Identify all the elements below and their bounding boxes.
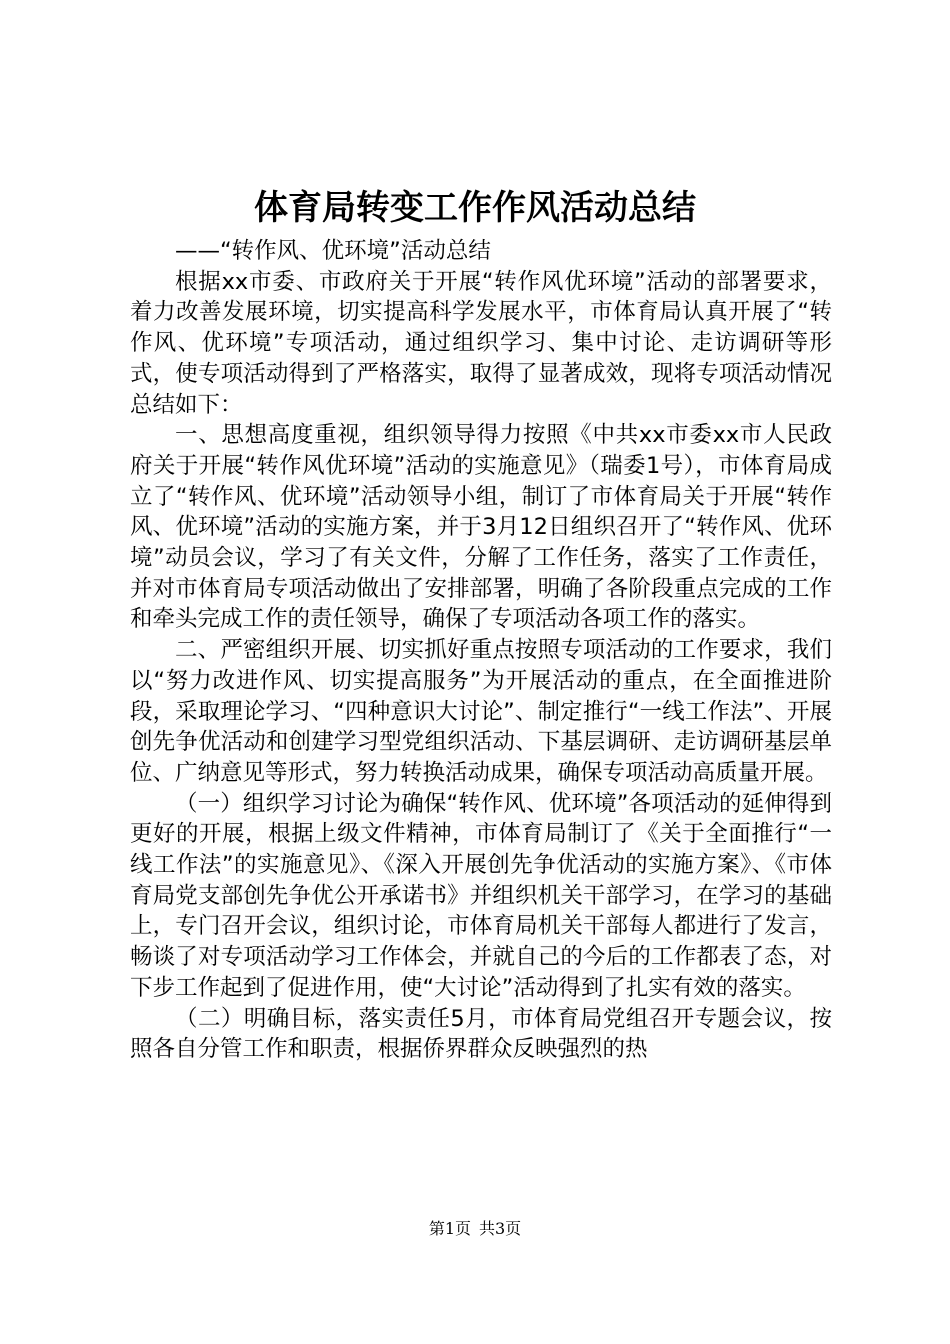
paragraph-intro: 根据xx市委、市政府关于开展“转作风优环境”活动的部署要求，着力改善发展环境，切实提高科学发展水平，市体育局认真开展了“转作风、优环境”专项活动，通过组织学习、集中讨论、走访调研等形式，使专项活动得到了严格落实，取得了显著成效，现将专项活动情况总结如下： (130, 268, 832, 418)
paragraph-subsection-2: （二）明确目标，落实责任5月，市体育局党组召开专题会议，按照各自分管工作和职责，根据侨界群众反映强烈的热 (130, 1005, 832, 1063)
paragraph-section-2: 二、严密组织开展、切实抓好重点按照专项活动的工作要求，我们以“努力改进作风、切实提高服务”为开展活动的重点，在全面推进阶段，采取理论学习、“四种意识大讨论”、制定推行“一线工作法”、开展创先争优活动和创建学习型党组织活动、下基层调研、走访调研基层单位、广纳意见等形式，努力转换活动成果，确保专项活动高质量开展。 (130, 637, 832, 786)
document-body (130, 236, 832, 1065)
page-number: 第1页 (428, 1219, 471, 1238)
page-footer (0, 1218, 950, 1240)
document-subtitle: ——“转作风、优环境”活动总结 (175, 238, 491, 264)
page-total: 共3页 (479, 1219, 522, 1238)
paragraph-subsection-1: （一）组织学习讨论为确保“转作风、优环境”各项活动的延伸得到更好的开展，根据上级文件精神，市体育局制订了《关于全面推行“一线工作法”的实施意见》、《深入开展创先争优活动的实施方案》、《市体育局党支部创先争优公开承诺书》并组织机关干部学习，在学习的基础上，专门召开会议，组织讨论，市体育局机关干部每人都进行了发言，畅谈了对专项活动学习工作体会，并就自己的今后的工作都表了态，对下步工作起到了促进作用，使“大讨论”活动得到了扎实有效的落实。 (130, 790, 832, 1001)
document-title: 体育局转变工作作风活动总结 (254, 188, 696, 228)
paragraph-section-1: 一、思想高度重视，组织领导得力按照《中共xx市委xx市人民政府关于开展“转作风优环境”活动的实施意见》（瑞委1号），市体育局成立了“转作风、优环境”活动领导小组，制订了市体育局关于开展“转作风、优环境”活动的实施方案，并于3月12日组织召开了“转作风、优环境”动员会议，学习了有关文件，分解了工作任务，落实了工作责任，并对市体育局专项活动做出了安排部署，明确了各阶段重点完成的工作和牵头完成工作的责任领导，确保了专项活动各项工作的落实。 (130, 422, 832, 633)
